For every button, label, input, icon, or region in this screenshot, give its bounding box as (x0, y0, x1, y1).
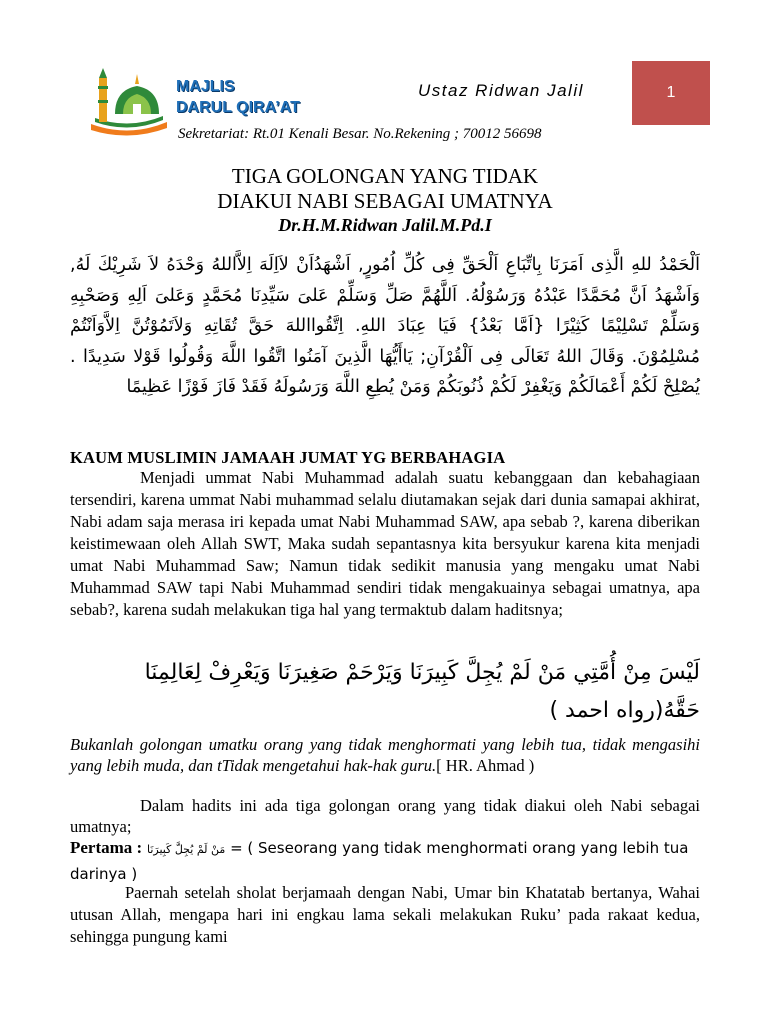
point-one (70, 836, 700, 886)
page-number: 1 (666, 84, 676, 101)
paragraph-2: Dalam hadits ini ada tiga golongan orang yang tidak diakui oleh Nabi sebagai umatnya; (70, 796, 700, 836)
header-author: Ustaz Ridwan Jalil (418, 81, 584, 100)
point-one-arabic: مَنْ لَمْ يُجِلَّ كَبِيرَنَا (147, 843, 226, 856)
translation-text: Bukanlah golongan umatku orang yang tidak menghormati yang lebih tua, tidak mengasihi yang lebih muda, dan tTidak mengetahui hak-hak guru. (70, 735, 700, 775)
point-one-label: Pertama : (70, 838, 143, 857)
hadith-arabic-text: لَيْسَ مِنْ أُمَّتِي مَنْ لَمْ يُجِلَّ كَبِيرَنَا وَيَرْحَمْ صَغِيرَنَا وَيَعْرِفْ لِعَالِمِنَا حَقَّهُ(رواه احمد ) (144, 660, 700, 723)
paragraph-1: Menjadi ummat Nabi Muhammad adalah suatu kebanggaan dan kebahagiaan tersendiri, karena ummat Nabi muhammad selalu diutamakan sejak dari dunia samapai akhirat, Nabi adam saja merasa iri kepada umat Nabi Muhammad SAW, apa sebab ?, karena diberikan keistimewaan oleh Allah SWT, Maka sudah sepantasnya kita bersyukur karena kita menjadi umat Nabi Muhammad Saw; Namun tidak sedikit manusia yang mengaku umat Nabi Muhammad SAW tapi Nabi Muhammad sendiri tidak mengakuainya sebagai umatnya, apa sebab?, karena sudah melakukan tiga hal yang termaktub dalam haditsnya; (70, 468, 700, 619)
section-heading: KAUM MUSLIMIN JAMAAH JUMAT YG BERBAHAGIA (70, 448, 506, 467)
title-line1: TIGA GOLONGAN YANG TIDAK (231, 164, 539, 188)
paragraph-3: Paernah setelah sholat berjamaah dengan Nabi, Umar bin Khatatab bertanya, Wahai utusan Allah, mengapa hari ini engkau lama sekali melakukan Ruku’ pada rakaat kedua, sehingga pungung kami (70, 883, 700, 946)
opening-arabic-text: اَلْحَمْدُ للهِ الَّذِى اَمَرَنَا بِاتِّبَاعِ اَلْحَقِّ فِى كُلِّ اُمُورٍ, اَشْهَدُاَنْ لاَاِلَهَ اِلاَّاللهُ وَحْدَهُ لاَ شَرِيْكَ لَهُ, وَاَشْهَدُ اَنَّ مُحَمَّدًا عَبْدُهُ وَرَسُوْلُهُ. اَللَّهُمَّ صَلِّ وَسَلِّمْ عَلىَ سَيِّدِنَا مُحَمَّدٍ وَعَلىَ اَلِهِ وَصَحْبِهِ وَسَلِّمْ تَسْلِيْمًا كَثِيْرًا {اَمَّا بَعْدُ} فَيَا عِبَادَ اللهِ. اِتَّقُوااللهَ حَقَّ تُقَاتِهِ وَلاَتَمُوْتُنَّ اِلاَّوَاَنْتُمْ مُسْلِمُوْنَ. وَقَالَ اللهُ تَعَالَى فِى اَلْقُرْآنِ; يَاأَيُّهَا الَّذِينَ آمَنُوا اتَّقُوا اللَّهَ وَقُولُوا قَوْلا سَدِيدًا . يُصْلِحْ لَكُمْ أَعْمَالَكُمْ وَيَغْفِرْ لَكُمْ ذُنُوبَكُمْ وَمَنْ يُطِعِ اللَّهَ وَرَسُولَهُ فَقَدْ فَازَ فَوْزًا عَظِيمًا (70, 255, 700, 397)
mosque-logo-icon (87, 64, 171, 136)
page-number-badge (632, 61, 710, 125)
document-title (70, 164, 700, 214)
point-one-text: = ( Seseorang yang tidak menghormati orang yang lebih tua darinya ) (70, 839, 689, 883)
org-name-line1: MAJLIS (176, 78, 235, 95)
org-name-line2: DARUL QIRA’AT (176, 99, 300, 116)
secretariat-line: Sekretariat: Rt.01 Kenali Besar. No.Rekening ; 70012 56698 (178, 126, 542, 142)
title-author: Dr.H.M.Ridwan Jalil.M.Pd.I (278, 215, 492, 235)
organization-name (176, 76, 300, 118)
title-line2: DIAKUI NABI SEBAGAI UMATNYA (217, 189, 553, 213)
hadith-translation (70, 734, 700, 776)
translation-source: [ HR. Ahmad ) (436, 756, 535, 775)
